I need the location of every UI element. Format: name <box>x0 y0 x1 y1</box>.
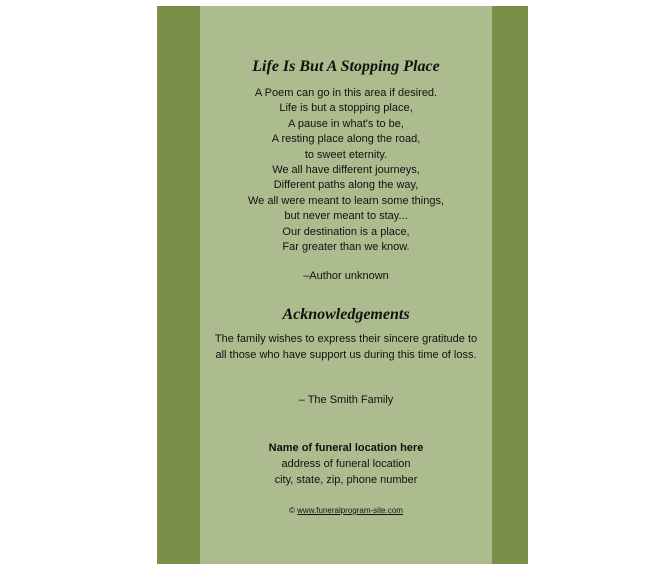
poem-line: We all were meant to learn some things, <box>247 194 445 207</box>
acknowledgements-title: Acknowledgements <box>282 306 410 323</box>
location-address: address of funeral location <box>281 458 411 470</box>
location-name: Name of funeral location here <box>268 442 424 454</box>
poem-line: but never meant to stay... <box>284 210 408 223</box>
content-panel <box>200 6 492 564</box>
program-back-page <box>157 6 528 564</box>
poem-title: Life Is But A Stopping Place <box>252 58 440 75</box>
acknowledgements-text: The family wishes to express their sincere gratitude to all those who have support us during this time of loss. <box>214 333 478 361</box>
website-link[interactable]: www.funeralprogram-site.com <box>297 506 403 515</box>
funeral-location <box>200 440 492 488</box>
poem-line: Our destination is a place, <box>282 225 410 238</box>
acknowledgements-signature: – The Smith Family <box>298 394 394 406</box>
poem-line: Far greater than we know. <box>282 241 410 254</box>
poem-author: –Author unknown <box>303 270 389 282</box>
poem-line: A Poem can go in this area if desired. <box>254 87 438 99</box>
poem-line: Life is but a stopping place, <box>279 102 413 115</box>
copyright-footer <box>200 506 492 515</box>
copyright-symbol: © <box>289 506 295 515</box>
poem-line: A pause in what's to be, <box>288 117 404 130</box>
poem-line: Different paths along the way, <box>273 179 419 192</box>
poem-line: to sweet eternity. <box>304 148 388 161</box>
poem-body <box>200 86 492 255</box>
location-city-line: city, state, zip, phone number <box>274 474 418 486</box>
poem-line: A resting place along the road, <box>271 133 421 146</box>
poem-line: We all have different journeys, <box>272 164 420 177</box>
